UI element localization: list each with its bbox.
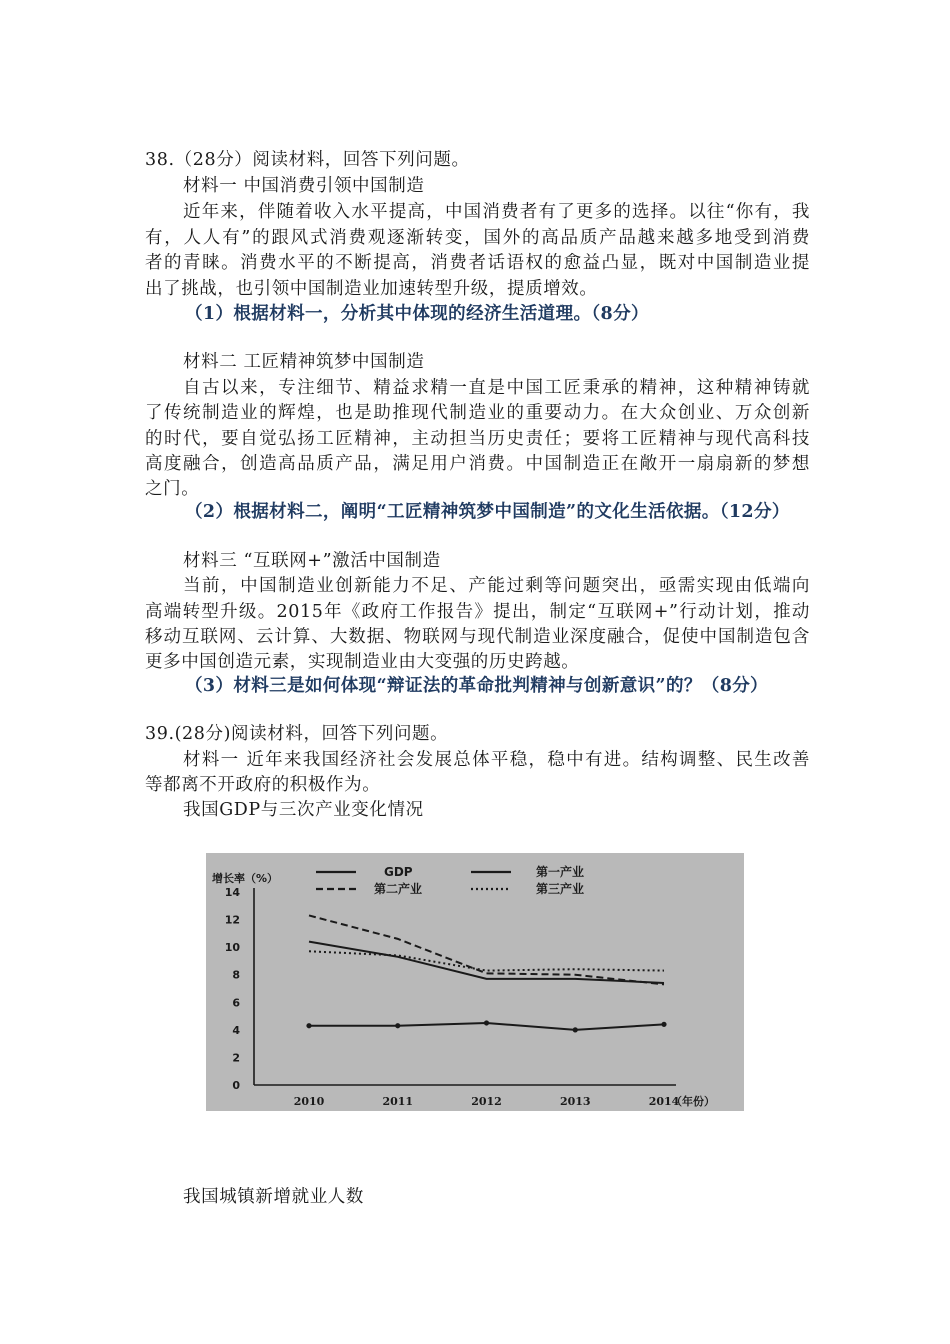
q38-material3-line: 移动互联网、云计算、大数据、物联网与现代制造业深度融合，促使中国制造包含 — [145, 627, 810, 647]
q38-material2-line: 自古以来，专注细节、精益求精一直是中国工匠秉承的精神，这种精神铸就 — [183, 378, 810, 398]
y-tick-label: 12 — [224, 913, 240, 927]
data-point — [661, 1022, 666, 1027]
y-tick-label: 4 — [232, 1023, 240, 1037]
growth-chart — [206, 853, 744, 1111]
x-tick-label: 2014 — [648, 1095, 680, 1108]
q38-material2-line: 了传统制造业的辉煌，也是助推现代制造业的重要动力。在大众创业、万众创新 — [145, 403, 810, 423]
y-tick-label: 0 — [232, 1079, 240, 1092]
chart-caption: 我国GDP与三次产业变化情况 — [183, 800, 424, 820]
q38-material3-line: 高端转型升级。2015年《政府工作报告》提出，制定“互联网+”行动计划，推动 — [145, 602, 810, 622]
x-tick-label: 2012 — [471, 1095, 502, 1108]
q38-material2-line: 的时代，要自觉弘扬工匠精神，主动担当历史责任；要将工匠精神与现代高科技 — [145, 429, 810, 449]
q38-material1-line: 者的青睐。消费水平的不断提高，消费者话语权的愈益凸显，既对中国制造业提 — [145, 253, 810, 273]
q38-material3-title: 材料三 “互联网+”激活中国制造 — [183, 551, 441, 571]
legend-label: 第三产业 — [536, 882, 585, 896]
legend-label: 第二产业 — [374, 882, 423, 896]
x-axis-label: （年份） — [671, 1095, 715, 1108]
q38-material3-line: 更多中国创造元素，实现制造业由大变强的历史跨越。 — [145, 652, 580, 672]
y-axis-label: 增长率（%） — [212, 872, 279, 885]
legend-label: GDP — [384, 865, 413, 879]
q39-material1-line: 材料一 近年来我国经济社会发展总体平稳，稳中有进。结构调整、民生改善 — [183, 750, 810, 770]
q38-header: 38.（28分）阅读材料，回答下列问题。 — [145, 150, 470, 170]
x-tick-label: 2010 — [293, 1095, 325, 1108]
q39-header: 39.(28分)阅读材料，回答下列问题。 — [145, 724, 449, 744]
y-tick-label: 10 — [224, 941, 240, 955]
y-tick-label: 6 — [232, 996, 240, 1010]
q38-material1-line: 出了挑战，也引领中国制造业加速转型升级，提质增效。 — [145, 279, 598, 299]
x-tick-label: 2013 — [559, 1095, 591, 1108]
growth-chart-svg — [206, 853, 744, 1111]
q38-material1-line: 近年来，伴随着收入水平提高，中国消费者有了更多的选择。以往“你有，我 — [183, 202, 810, 222]
q39-material1-line: 等都离不开政府的积极作为。 — [145, 775, 381, 795]
data-point — [306, 1023, 311, 1028]
q38-material2-title: 材料二 工匠精神筑梦中国制造 — [183, 352, 425, 372]
series-line — [309, 951, 664, 970]
q38-material2-line: 高度融合，创造高品质产品，满足用户消费。中国制造正在敞开一扇扇新的梦想 — [145, 454, 810, 474]
data-point — [484, 1020, 489, 1025]
q38-material1-line: 有，人人有”的跟风式消费观逐渐转变，国外的高品质产品越来越多地受到消费 — [145, 228, 810, 248]
series-line — [309, 942, 664, 983]
q38-material1-title: 材料一 中国消费引领中国制造 — [183, 176, 425, 196]
data-point — [573, 1027, 578, 1032]
legend-label: 第一产业 — [536, 865, 585, 879]
q38-question1: （1）根据材料一，分析其中体现的经济生活道理。（8分） — [185, 304, 649, 324]
q38-material2-line: 之门。 — [145, 479, 200, 499]
x-tick-label: 2011 — [382, 1095, 414, 1108]
data-point — [395, 1023, 400, 1028]
y-tick-label: 2 — [232, 1051, 240, 1065]
y-tick-label: 8 — [232, 968, 240, 982]
y-tick-label: 14 — [224, 886, 240, 899]
employment-caption: 我国城镇新增就业人数 — [183, 1187, 364, 1207]
q38-material3-line: 当前，中国制造业创新能力不足、产能过剩等问题突出，亟需实现由低端向 — [183, 576, 810, 596]
q38-question3: （3）材料三是如何体现“辩证法的革命批判精神与创新意识”的？（8分） — [185, 676, 769, 696]
q38-question2: （2）根据材料二，阐明“工匠精神筑梦中国制造”的文化生活依据。（12分） — [185, 502, 790, 522]
